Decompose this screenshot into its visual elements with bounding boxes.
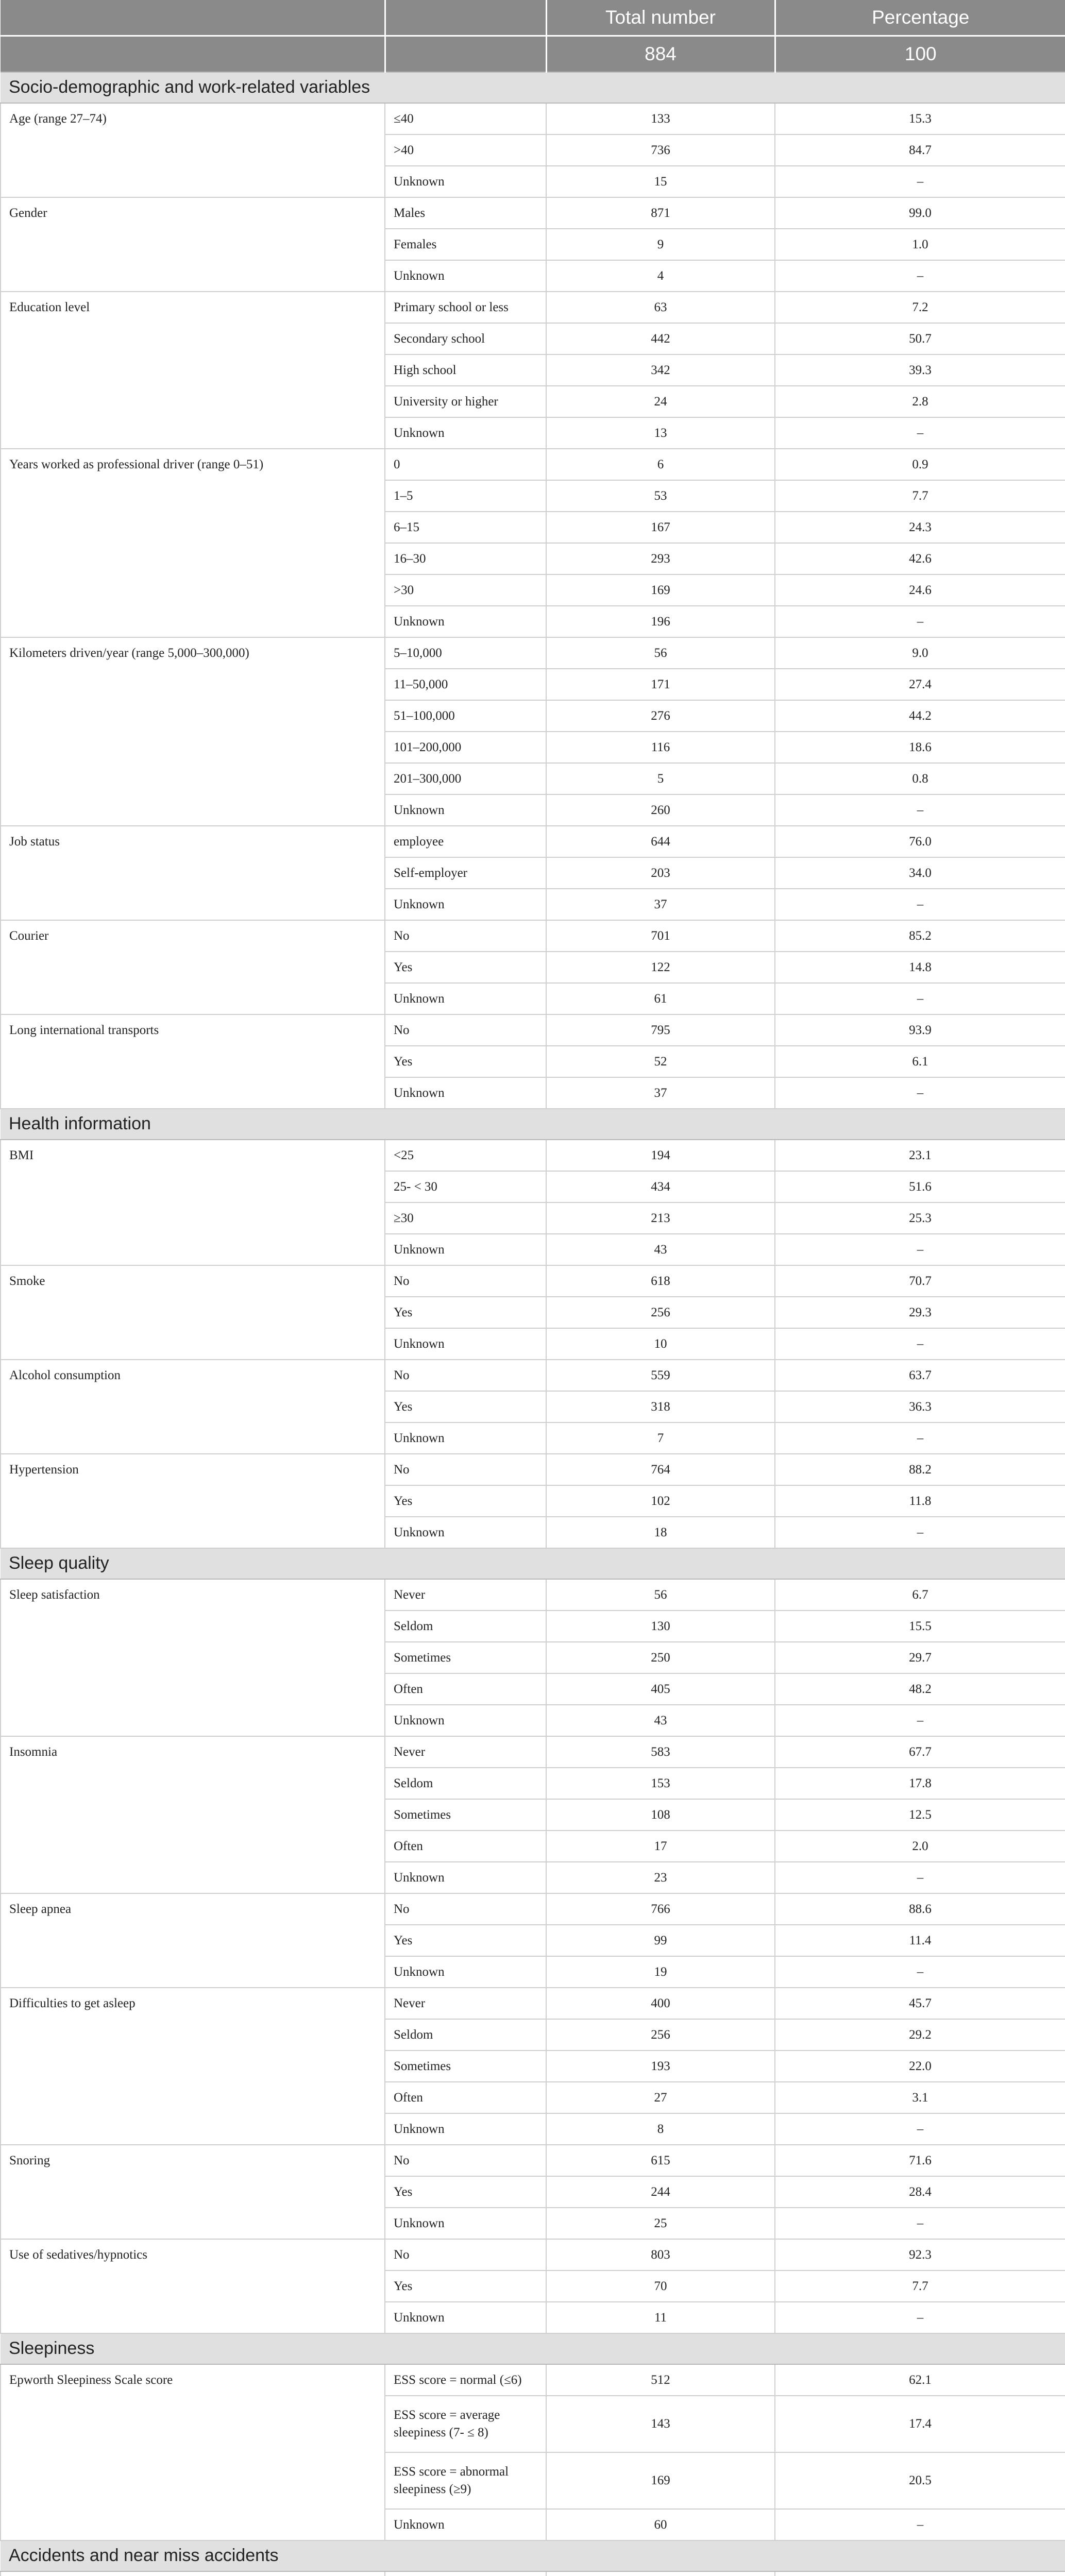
table-row: [1, 1736, 1065, 1768]
category-cell: Unknown: [385, 1517, 546, 1548]
header-blank-cell: [1, 0, 385, 36]
percentage-cell: 88.6: [775, 1893, 1065, 1925]
count-cell: 43: [546, 1234, 775, 1265]
variable-name: BMI: [1, 1140, 385, 1265]
count-cell: 701: [546, 920, 775, 952]
count-cell: 37: [546, 889, 775, 920]
percentage-cell: 48.2: [775, 1673, 1065, 1705]
percentage-cell: 1.0: [775, 229, 1065, 260]
category-cell: No: [385, 2239, 546, 2270]
category-cell: Never: [385, 1579, 546, 1611]
percentage-cell: 7.7: [775, 2270, 1065, 2302]
variable-name: Long international transports: [1, 1014, 385, 1109]
count-cell: 512: [546, 2364, 775, 2396]
category-cell: Unknown: [385, 2302, 546, 2333]
count-cell: 871: [546, 197, 775, 229]
count-cell: [546, 2571, 775, 2576]
header-row-labels: [1, 0, 1065, 36]
count-cell: 615: [546, 2145, 775, 2176]
percentage-cell: 29.3: [775, 1297, 1065, 1328]
count-cell: 24: [546, 386, 775, 417]
section-title: Health information: [1, 1109, 1065, 1140]
table-row: [1, 1454, 1065, 1485]
percentage-cell: 63.7: [775, 1360, 1065, 1391]
count-cell: 618: [546, 1265, 775, 1297]
variable-name: Education level: [1, 292, 385, 449]
variable-name: Snoring: [1, 2145, 385, 2239]
count-cell: 583: [546, 1736, 775, 1768]
table-row: [1, 2571, 1065, 2576]
category-cell: Unknown: [385, 794, 546, 826]
table-row: [1, 1360, 1065, 1391]
percentage-cell: 15.5: [775, 1611, 1065, 1642]
category-cell: Unknown: [385, 166, 546, 197]
count-cell: 8: [546, 2113, 775, 2145]
table-row: [1, 103, 1065, 134]
category-cell: Unknown: [385, 2208, 546, 2239]
count-cell: 19: [546, 1956, 775, 1988]
category-cell: Often: [385, 2082, 546, 2113]
percentage-cell: 44.2: [775, 700, 1065, 732]
header-total-count: 884: [546, 36, 775, 73]
percentage-cell: 6.7: [775, 1579, 1065, 1611]
percentage-cell: 36.3: [775, 1391, 1065, 1422]
category-cell: Self-employer: [385, 857, 546, 889]
section-header-row: [1, 2540, 1065, 2571]
variable-name: Insomnia: [1, 1736, 385, 1893]
category-cell: Unknown: [385, 260, 546, 292]
variable-name: Use of sedatives/hypnotics: [1, 2239, 385, 2333]
category-cell: Sometimes: [385, 1799, 546, 1831]
category-cell: High school: [385, 354, 546, 386]
section-title: Sleepiness: [1, 2333, 1065, 2364]
percentage-cell: 6.1: [775, 1046, 1065, 1077]
category-cell: Unknown: [385, 1956, 546, 1988]
category-cell: Sometimes: [385, 2050, 546, 2082]
percentage-cell: 14.8: [775, 952, 1065, 983]
header-percentage: Percentage: [775, 0, 1065, 36]
category-cell: Yes: [385, 1046, 546, 1077]
category-cell: Often: [385, 1673, 546, 1705]
category-cell: Yes: [385, 2176, 546, 2208]
table-row: [1, 826, 1065, 857]
category-cell: >40: [385, 134, 546, 166]
variable-name: Difficulties to get asleep: [1, 1988, 385, 2145]
category-cell: 11–50,000: [385, 669, 546, 700]
count-cell: 5: [546, 763, 775, 794]
category-cell: Seldom: [385, 1768, 546, 1799]
percentage-cell: 17.4: [775, 2396, 1065, 2452]
header-blank-cell: [385, 36, 546, 73]
category-cell: Unknown: [385, 1422, 546, 1454]
category-cell: Unknown: [385, 1328, 546, 1360]
count-cell: 167: [546, 512, 775, 543]
count-cell: 7: [546, 1422, 775, 1454]
count-cell: 15: [546, 166, 775, 197]
percentage-cell: 15.3: [775, 103, 1065, 134]
category-cell: Unknown: [385, 417, 546, 449]
count-cell: 169: [546, 574, 775, 606]
count-cell: 4: [546, 260, 775, 292]
count-cell: 260: [546, 794, 775, 826]
category-cell: Unknown: [385, 2509, 546, 2540]
category-cell: No: [385, 1893, 546, 1925]
percentage-cell: –: [775, 417, 1065, 449]
count-cell: 17: [546, 1831, 775, 1862]
category-cell: Often: [385, 1831, 546, 1862]
category-cell: Unknown: [385, 1234, 546, 1265]
category-cell: Seldom: [385, 2019, 546, 2050]
table-row: [1, 1014, 1065, 1046]
category-cell: 5–10,000: [385, 637, 546, 669]
count-cell: 203: [546, 857, 775, 889]
count-cell: 442: [546, 323, 775, 354]
percentage-cell: –: [775, 1234, 1065, 1265]
category-cell: 0: [385, 449, 546, 480]
table-row: [1, 1579, 1065, 1611]
table-row: [1, 920, 1065, 952]
percentage-cell: 24.3: [775, 512, 1065, 543]
category-cell: No: [385, 1265, 546, 1297]
percentage-cell: 0.9: [775, 449, 1065, 480]
percentage-cell: 18.6: [775, 732, 1065, 763]
category-cell: <25: [385, 1140, 546, 1171]
percentage-cell: –: [775, 2113, 1065, 2145]
percentage-cell: 27.4: [775, 669, 1065, 700]
count-cell: 795: [546, 1014, 775, 1046]
count-cell: 171: [546, 669, 775, 700]
percentage-cell: –: [775, 794, 1065, 826]
percentage-cell: 17.8: [775, 1768, 1065, 1799]
variable-name: Epworth Sleepiness Scale score: [1, 2364, 385, 2540]
table-row: [1, 292, 1065, 323]
percentage-cell: [775, 2571, 1065, 2576]
count-cell: 143: [546, 2396, 775, 2452]
count-cell: 169: [546, 2452, 775, 2509]
category-cell: Yes: [385, 2270, 546, 2302]
category-cell: Yes: [385, 1391, 546, 1422]
count-cell: 130: [546, 1611, 775, 1642]
count-cell: 53: [546, 480, 775, 512]
count-cell: 27: [546, 2082, 775, 2113]
category-cell: University or higher: [385, 386, 546, 417]
category-cell: Unknown: [385, 983, 546, 1014]
percentage-cell: 76.0: [775, 826, 1065, 857]
table-row: [1, 197, 1065, 229]
count-cell: 766: [546, 1893, 775, 1925]
percentage-cell: 29.7: [775, 1642, 1065, 1673]
variable-name: Job status: [1, 826, 385, 920]
section-header-row: [1, 1548, 1065, 1579]
count-cell: 318: [546, 1391, 775, 1422]
count-cell: 9: [546, 229, 775, 260]
category-cell: >30: [385, 574, 546, 606]
category-cell: No: [385, 1454, 546, 1485]
percentage-cell: 50.7: [775, 323, 1065, 354]
category-cell: Secondary school: [385, 323, 546, 354]
section-title: Accidents and near miss accidents: [1, 2540, 1065, 2571]
section-header-row: [1, 72, 1065, 103]
percentage-cell: 28.4: [775, 2176, 1065, 2208]
percentage-cell: –: [775, 1328, 1065, 1360]
count-cell: 213: [546, 1202, 775, 1234]
category-cell: Unknown: [385, 606, 546, 637]
category-cell: Never: [385, 1736, 546, 1768]
category-cell: ≥30: [385, 1202, 546, 1234]
category-cell: Never: [385, 1988, 546, 2019]
percentage-cell: –: [775, 260, 1065, 292]
variable-name: [1, 2571, 385, 2576]
category-cell: ESS score = abnormal sleepiness (≥9): [385, 2452, 546, 2509]
percentage-cell: 70.7: [775, 1265, 1065, 1297]
count-cell: 99: [546, 1925, 775, 1956]
count-cell: 644: [546, 826, 775, 857]
percentage-cell: 42.6: [775, 543, 1065, 574]
category-cell: Unknown: [385, 1705, 546, 1736]
count-cell: 400: [546, 1988, 775, 2019]
count-cell: 56: [546, 1579, 775, 1611]
category-cell: Unknown: [385, 1077, 546, 1109]
header-blank-cell: [385, 0, 546, 36]
count-cell: 276: [546, 700, 775, 732]
header-row-totals: [1, 36, 1065, 73]
percentage-cell: –: [775, 2509, 1065, 2540]
percentage-cell: 7.2: [775, 292, 1065, 323]
table-row: [1, 2145, 1065, 2176]
count-cell: 559: [546, 1360, 775, 1391]
count-cell: 13: [546, 417, 775, 449]
category-cell: Sometimes: [385, 1642, 546, 1673]
category-cell: Seldom: [385, 1611, 546, 1642]
count-cell: 133: [546, 103, 775, 134]
count-cell: 11: [546, 2302, 775, 2333]
section-title: Socio-demographic and work-related variables: [1, 72, 1065, 103]
percentage-cell: 71.6: [775, 2145, 1065, 2176]
percentage-cell: –: [775, 1862, 1065, 1893]
count-cell: 244: [546, 2176, 775, 2208]
variable-name: Sleep satisfaction: [1, 1579, 385, 1736]
percentage-cell: 62.1: [775, 2364, 1065, 2396]
percentage-cell: 45.7: [775, 1988, 1065, 2019]
percentage-cell: 23.1: [775, 1140, 1065, 1171]
percentage-cell: 2.8: [775, 386, 1065, 417]
variable-name: Hypertension: [1, 1454, 385, 1548]
category-cell: 6–15: [385, 512, 546, 543]
category-cell: employee: [385, 826, 546, 857]
category-cell: No: [385, 1014, 546, 1046]
percentage-cell: 84.7: [775, 134, 1065, 166]
count-cell: 434: [546, 1171, 775, 1202]
category-cell: Yes: [385, 1485, 546, 1517]
count-cell: 764: [546, 1454, 775, 1485]
header-total-percent: 100: [775, 36, 1065, 73]
header-blank-cell: [1, 36, 385, 73]
percentage-cell: 0.8: [775, 763, 1065, 794]
percentage-cell: –: [775, 1705, 1065, 1736]
percentage-cell: –: [775, 1956, 1065, 1988]
category-cell: Yes: [385, 1925, 546, 1956]
variable-name: Age (range 27–74): [1, 103, 385, 197]
percentage-cell: 11.4: [775, 1925, 1065, 1956]
percentage-cell: –: [775, 2208, 1065, 2239]
percentage-cell: 67.7: [775, 1736, 1065, 1768]
table-row: [1, 2239, 1065, 2270]
category-cell: ESS score = normal (≤6): [385, 2364, 546, 2396]
percentage-cell: 92.3: [775, 2239, 1065, 2270]
table-row: [1, 1893, 1065, 1925]
count-cell: 10: [546, 1328, 775, 1360]
count-cell: 736: [546, 134, 775, 166]
count-cell: 61: [546, 983, 775, 1014]
category-cell: 51–100,000: [385, 700, 546, 732]
percentage-cell: 11.8: [775, 1485, 1065, 1517]
percentage-cell: 24.6: [775, 574, 1065, 606]
variable-name: Smoke: [1, 1265, 385, 1360]
count-cell: 803: [546, 2239, 775, 2270]
percentage-cell: –: [775, 606, 1065, 637]
section-title: Sleep quality: [1, 1548, 1065, 1579]
section-header-row: [1, 1109, 1065, 1140]
count-cell: 194: [546, 1140, 775, 1171]
category-cell: No: [385, 920, 546, 952]
count-cell: 37: [546, 1077, 775, 1109]
category-cell: No: [385, 1360, 546, 1391]
percentage-cell: 51.6: [775, 1171, 1065, 1202]
category-cell: Primary school or less: [385, 292, 546, 323]
count-cell: 122: [546, 952, 775, 983]
count-cell: 56: [546, 637, 775, 669]
table-row: [1, 1265, 1065, 1297]
percentage-cell: –: [775, 889, 1065, 920]
variable-name: Courier: [1, 920, 385, 1014]
category-cell: Females: [385, 229, 546, 260]
category-cell: Yes: [385, 952, 546, 983]
percentage-cell: –: [775, 1517, 1065, 1548]
count-cell: 193: [546, 2050, 775, 2082]
category-cell: 25- < 30: [385, 1171, 546, 1202]
count-cell: 116: [546, 732, 775, 763]
count-cell: 250: [546, 1642, 775, 1673]
percentage-cell: 29.2: [775, 2019, 1065, 2050]
section-header-row: [1, 2333, 1065, 2364]
count-cell: 60: [546, 2509, 775, 2540]
count-cell: 43: [546, 1705, 775, 1736]
percentage-cell: 99.0: [775, 197, 1065, 229]
percentage-cell: 34.0: [775, 857, 1065, 889]
variable-name: Sleep apnea: [1, 1893, 385, 1988]
count-cell: 102: [546, 1485, 775, 1517]
percentage-cell: 85.2: [775, 920, 1065, 952]
percentage-cell: 25.3: [775, 1202, 1065, 1234]
percentage-cell: –: [775, 166, 1065, 197]
percentage-cell: 7.7: [775, 480, 1065, 512]
percentage-cell: 93.9: [775, 1014, 1065, 1046]
percentage-cell: 39.3: [775, 354, 1065, 386]
category-cell: [385, 2571, 546, 2576]
category-cell: 1–5: [385, 480, 546, 512]
count-cell: 405: [546, 1673, 775, 1705]
percentage-cell: 12.5: [775, 1799, 1065, 1831]
table-row: [1, 1140, 1065, 1171]
percentage-cell: –: [775, 1422, 1065, 1454]
count-cell: 293: [546, 543, 775, 574]
count-cell: 6: [546, 449, 775, 480]
category-cell: Yes: [385, 1297, 546, 1328]
category-cell: Unknown: [385, 889, 546, 920]
header-total-number: Total number: [546, 0, 775, 36]
category-cell: ≤40: [385, 103, 546, 134]
count-cell: 63: [546, 292, 775, 323]
category-cell: Unknown: [385, 2113, 546, 2145]
category-cell: 201–300,000: [385, 763, 546, 794]
percentage-cell: 22.0: [775, 2050, 1065, 2082]
variable-name: Gender: [1, 197, 385, 292]
category-cell: Unknown: [385, 1862, 546, 1893]
table-row: [1, 637, 1065, 669]
percentage-cell: –: [775, 983, 1065, 1014]
table-header: [1, 0, 1065, 72]
category-cell: No: [385, 2145, 546, 2176]
percentage-cell: –: [775, 2302, 1065, 2333]
table-body: [1, 72, 1065, 2576]
table-row: [1, 1988, 1065, 2019]
count-cell: 256: [546, 1297, 775, 1328]
count-cell: 18: [546, 1517, 775, 1548]
category-cell: 16–30: [385, 543, 546, 574]
category-cell: Males: [385, 197, 546, 229]
table-row: [1, 2364, 1065, 2396]
variable-name: Years worked as professional driver (range 0–51): [1, 449, 385, 637]
variable-name: Alcohol consumption: [1, 1360, 385, 1454]
percentage-cell: 9.0: [775, 637, 1065, 669]
percentage-cell: 2.0: [775, 1831, 1065, 1862]
table-row: [1, 449, 1065, 480]
count-cell: 256: [546, 2019, 775, 2050]
count-cell: 196: [546, 606, 775, 637]
count-cell: 342: [546, 354, 775, 386]
count-cell: 108: [546, 1799, 775, 1831]
percentage-cell: 88.2: [775, 1454, 1065, 1485]
count-cell: 70: [546, 2270, 775, 2302]
percentage-cell: 3.1: [775, 2082, 1065, 2113]
category-cell: 101–200,000: [385, 732, 546, 763]
count-cell: 52: [546, 1046, 775, 1077]
count-cell: 23: [546, 1862, 775, 1893]
count-cell: 153: [546, 1768, 775, 1799]
percentage-cell: 20.5: [775, 2452, 1065, 2509]
percentage-cell: –: [775, 1077, 1065, 1109]
variable-name: Kilometers driven/year (range 5,000–300,000): [1, 637, 385, 826]
category-cell: ESS score = average sleepiness (7- ≤ 8): [385, 2396, 546, 2452]
count-cell: 25: [546, 2208, 775, 2239]
